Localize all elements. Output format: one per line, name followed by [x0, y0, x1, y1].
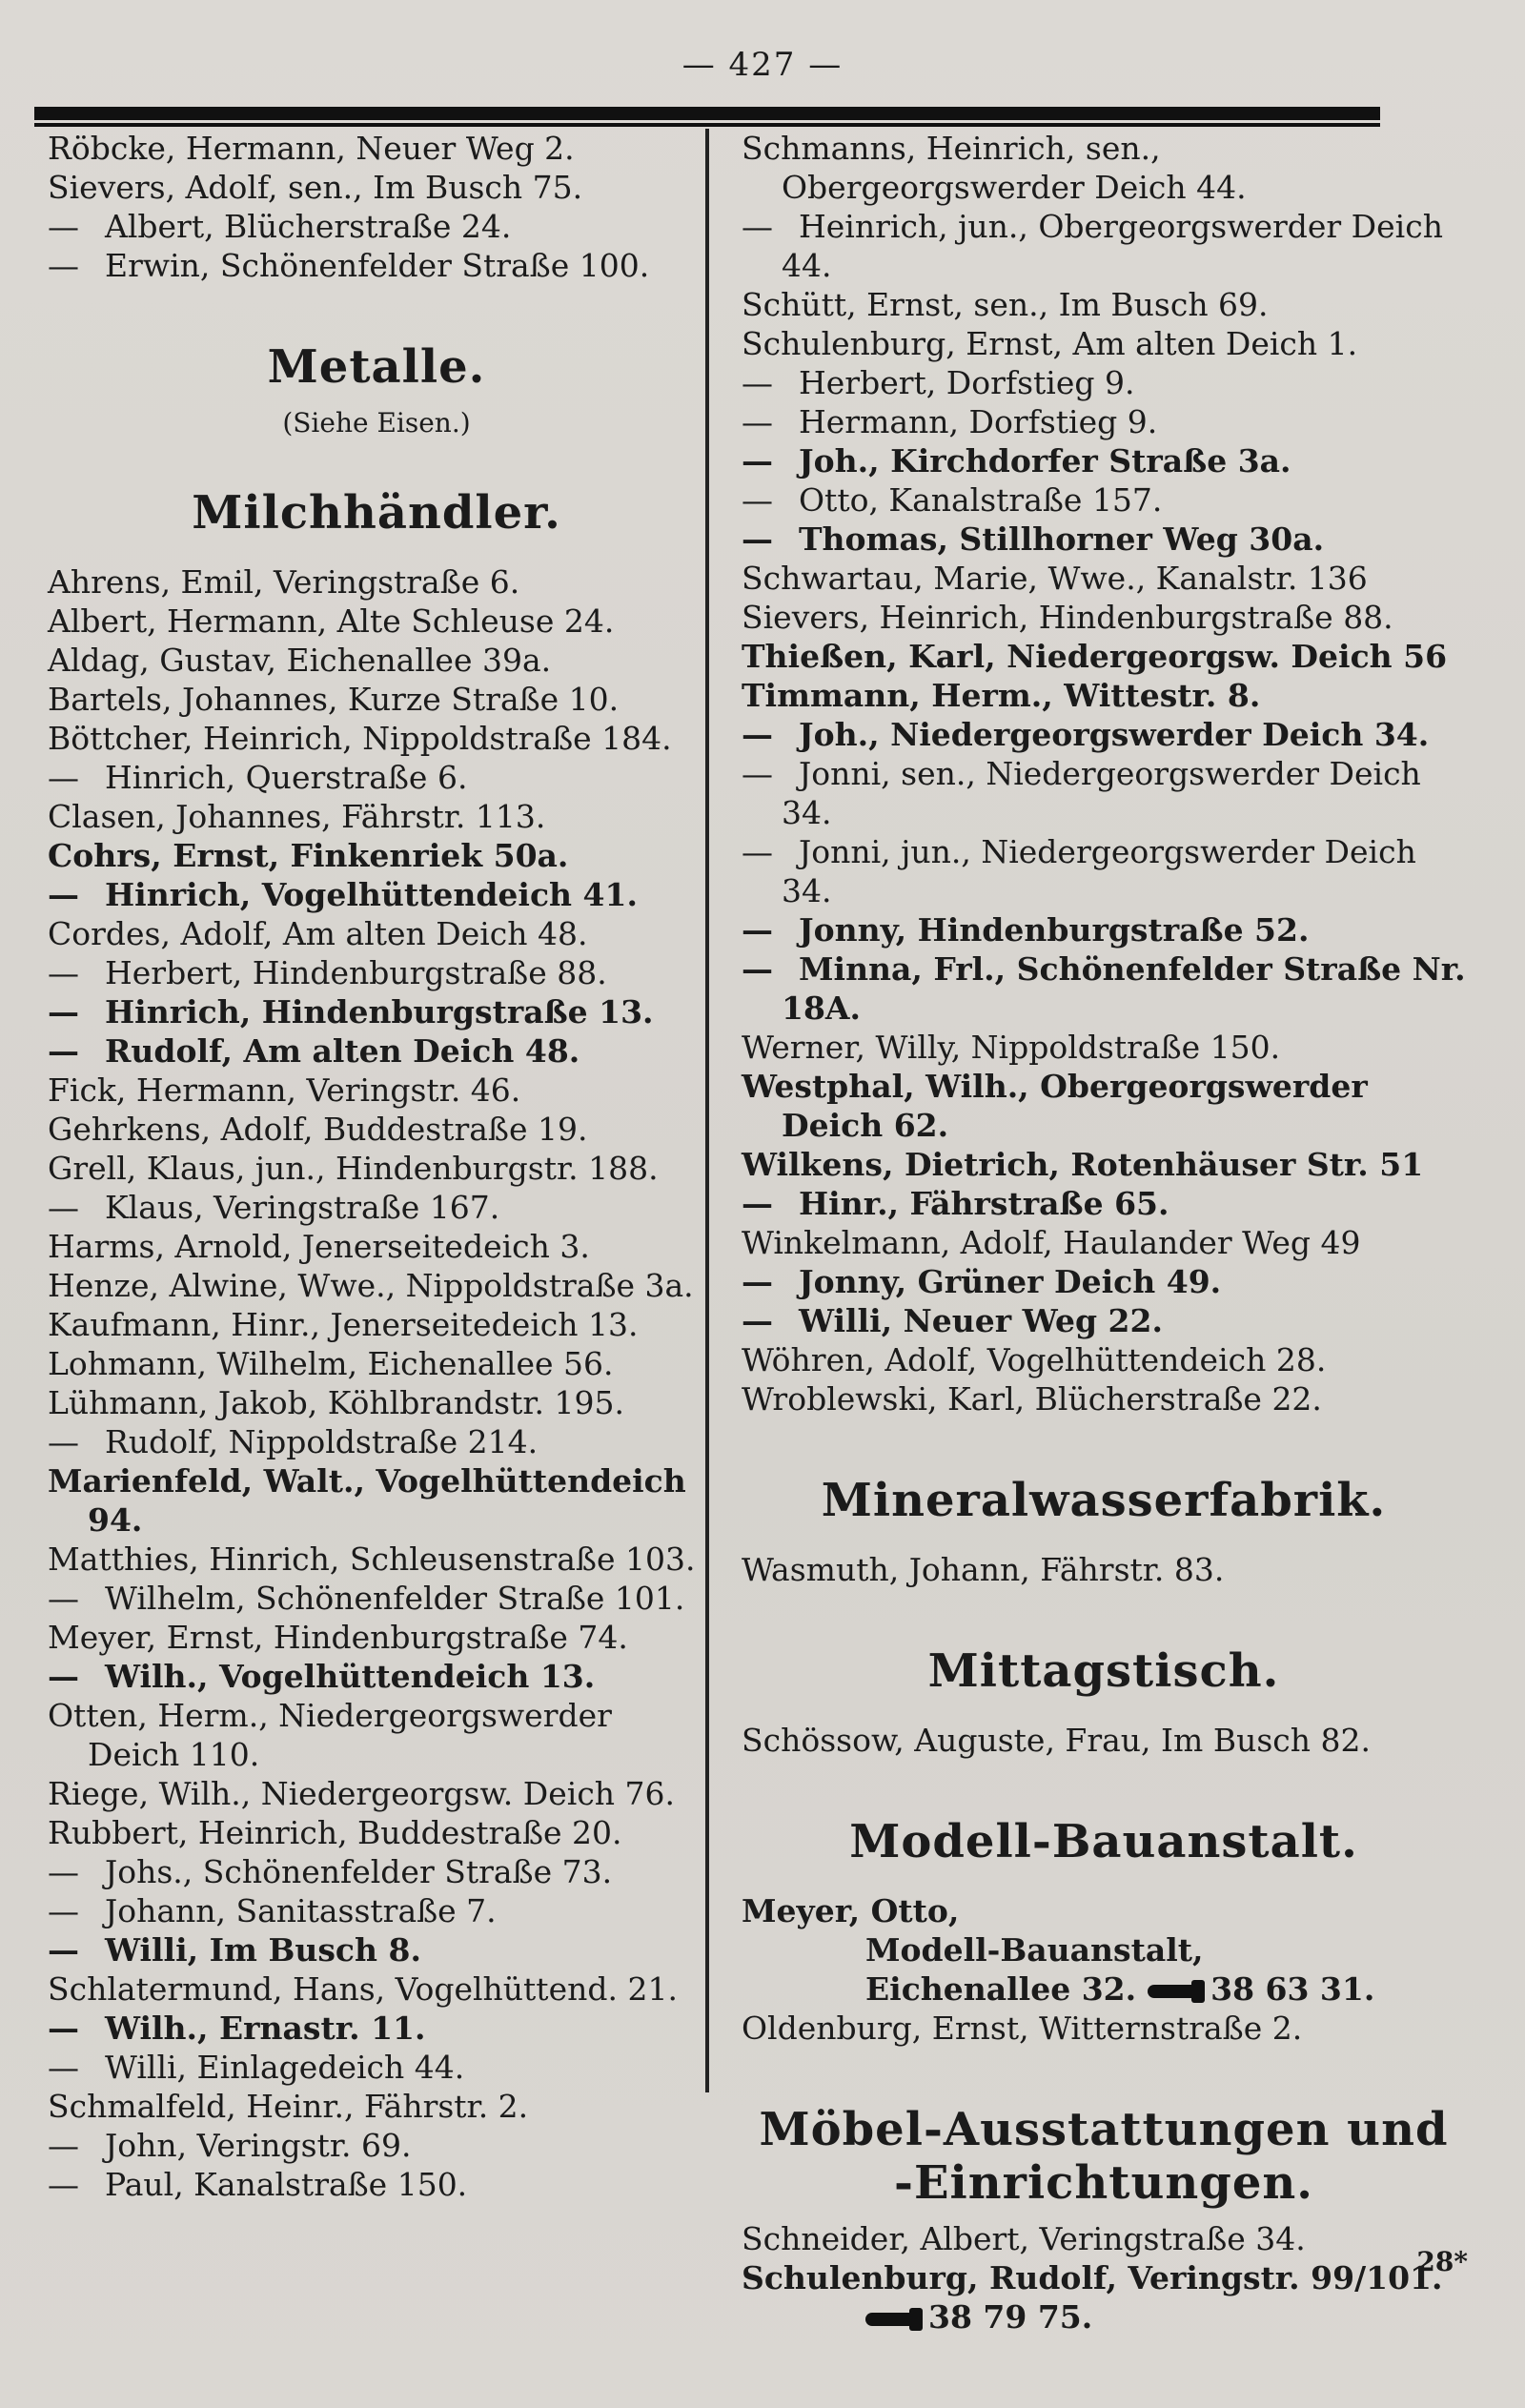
mittagstisch-list: [742, 1721, 1466, 1760]
repeat-dash: —: [742, 716, 773, 753]
entry-text: Wilkens, Dietrich, Rotenhäuser Str. 51: [742, 1146, 1424, 1183]
entry-text: Schütt, Ernst, sen., Im Busch 69.: [742, 286, 1269, 323]
repeat-dash: —: [48, 954, 79, 991]
list-item: [742, 910, 1466, 949]
repeat-dash: —: [48, 2049, 79, 2086]
repeat-dash: —: [48, 759, 79, 796]
repeat-dash: —: [48, 1931, 79, 1969]
top-rule: [34, 107, 1380, 120]
entry-text: Wasmuth, Johann, Fährstr. 83.: [742, 1551, 1225, 1588]
list-item: [48, 1344, 705, 1383]
entry-text: Bartels, Johannes, Kurze Straße 10.: [48, 681, 620, 718]
list-item: [48, 1930, 705, 1969]
advert-name: Meyer, Otto,: [742, 1892, 960, 1929]
entry-text: Kaufmann, Hinr., Jenerseitedeich 13.: [48, 1306, 639, 1343]
entry-text: Wroblewski, Karl, Blücherstraße 22.: [742, 1380, 1322, 1418]
entry-text: John, Veringstr. 69.: [105, 2127, 412, 2164]
list-item: [742, 1301, 1466, 1340]
repeat-dash: —: [48, 208, 79, 245]
phone-number: 38 79 75.: [928, 2298, 1093, 2336]
entry-text: Westphal, Wilh., Obergeorgswerder Deich 62.: [742, 1068, 1368, 1144]
list-item: [48, 1969, 705, 2009]
list-item: [742, 402, 1466, 441]
entry-text: Jonni, jun., Niedergeorgswerder Deich 34.: [782, 833, 1416, 909]
entry-text: Willi, Einlagedeich 44.: [105, 2049, 465, 2086]
left-column: [48, 129, 705, 2204]
list-item: [48, 1579, 705, 1618]
entry-text: Rudolf, Am alten Deich 48.: [105, 1032, 580, 1070]
entry-text: Jonny, Hindenburgstraße 52.: [799, 911, 1310, 949]
list-item: Schneider, Albert, Veringstraße 34.: [742, 2220, 1306, 2257]
list-item: [48, 2087, 705, 2126]
list-item: [742, 207, 1466, 285]
entry-text: Röbcke, Hermann, Neuer Weg 2.: [48, 130, 575, 167]
entry-text: Willi, Neuer Weg 22.: [799, 1302, 1163, 1339]
entry-text: Aldag, Gustav, Eichenallee 39a.: [48, 642, 552, 679]
list-item: [48, 1813, 705, 1852]
repeat-dash: —: [742, 442, 773, 480]
section-heading-modell-bauanstalt: Modell-Bauanstalt.: [849, 1815, 1358, 1868]
entry-text: Schwartau, Marie, Wwe., Kanalstr. 136: [742, 560, 1368, 597]
entry-text: Werner, Willy, Nippoldstraße 150.: [742, 1029, 1281, 1066]
list-item: [742, 559, 1466, 598]
list-item: [742, 754, 1466, 832]
list-item: [48, 129, 705, 168]
entry-text: Schmanns, Heinrich, sen., Obergeorgswerder Deich 44.: [742, 130, 1247, 206]
list-item: [48, 1774, 705, 1813]
repeat-dash: —: [48, 247, 79, 284]
list-item: [48, 602, 705, 641]
repeat-dash: —: [48, 1580, 79, 1617]
entry-text: Winkelmann, Adolf, Haulander Weg 49: [742, 1224, 1361, 1261]
list-item: [742, 1262, 1466, 1301]
list-item: [48, 758, 705, 797]
list-item: [742, 363, 1466, 402]
list-item: [48, 2165, 705, 2204]
entry-text: Thomas, Stillhorner Weg 30a.: [799, 520, 1325, 558]
list-item: [48, 1149, 705, 1188]
entry-text: Sievers, Heinrich, Hindenburgstraße 88.: [742, 599, 1393, 636]
entry-text: Harms, Arnold, Jenerseitedeich 3.: [48, 1228, 590, 1265]
list-item: [48, 1031, 705, 1071]
entry-text: Schulenburg, Ernst, Am alten Deich 1.: [742, 325, 1358, 362]
entry-text: Johs., Schönenfelder Straße 73.: [105, 1853, 613, 1890]
repeat-dash: —: [48, 1189, 79, 1226]
list-item: [48, 1110, 705, 1149]
list-item: [742, 1067, 1466, 1145]
right-intro-list: [742, 129, 1466, 1418]
list-item: [48, 2009, 705, 2048]
entry-text: Rubbert, Heinrich, Buddestraße 20.: [48, 1814, 622, 1851]
list-item: [48, 1305, 705, 1344]
column-divider: [705, 129, 709, 2092]
entry-text: Wilhelm, Schönenfelder Straße 101.: [105, 1580, 685, 1617]
list-item: [742, 1550, 1466, 1589]
list-item: [48, 1188, 705, 1227]
list-item: [48, 1383, 705, 1422]
entry-text: Meyer, Ernst, Hindenburgstraße 74.: [48, 1619, 628, 1656]
repeat-dash: —: [742, 755, 773, 792]
section-heading-milchhaendler: Milchhändler.: [192, 486, 561, 540]
repeat-dash: —: [48, 2010, 79, 2047]
list-item: [742, 129, 1466, 207]
list-item: [742, 1721, 1466, 1760]
entry-text: Ahrens, Emil, Veringstraße 6.: [48, 563, 520, 601]
advert-address: Eichenallee 32.: [865, 1970, 1137, 2008]
entry-text: Cordes, Adolf, Am alten Deich 48.: [48, 915, 588, 952]
right-column: [742, 129, 1466, 2337]
repeat-dash: —: [48, 1423, 79, 1460]
entry-text: Hinrich, Hindenburgstraße 13.: [105, 993, 654, 1031]
entry-text: Clasen, Johannes, Fährstr. 113.: [48, 798, 546, 835]
signature-mark: 28*: [1416, 2246, 1468, 2277]
entry-text: Herbert, Hindenburgstraße 88.: [105, 954, 607, 991]
entry-text: Thießen, Karl, Niedergeorgsw. Deich 56: [742, 638, 1448, 675]
list-item: [48, 246, 705, 285]
list-item: [742, 637, 1466, 676]
entry-text: Lühmann, Jakob, Köhlbrandstr. 195.: [48, 1384, 624, 1421]
list-item: [48, 2126, 705, 2165]
list-item: [48, 992, 705, 1031]
list-item: [742, 1145, 1466, 1184]
repeat-dash: —: [48, 1892, 79, 1929]
list-item: [742, 949, 1466, 1028]
list-item: [48, 953, 705, 992]
entry-text: Hinr., Fährstraße 65.: [799, 1185, 1169, 1222]
entry-text: Jonny, Grüner Deich 49.: [799, 1263, 1222, 1300]
list-item: [48, 641, 705, 680]
list-item: [742, 285, 1466, 324]
section-heading-moebel-line1: Möbel-Ausstattungen und: [759, 2103, 1449, 2156]
advert-phone: 38 63 31.: [1210, 1970, 1375, 2008]
entry-text: Marienfeld, Walt., Vogelhüttendeich 94.: [48, 1462, 686, 1539]
entry-text: Willi, Im Busch 8.: [105, 1931, 421, 1969]
entry-text: Cohrs, Ernst, Finkenriek 50a.: [48, 837, 569, 874]
entry-text: Erwin, Schönenfelder Straße 100.: [105, 247, 650, 284]
repeat-dash: —: [742, 911, 773, 949]
list-item: [48, 1657, 705, 1696]
entry-text: Hermann, Dorfstieg 9.: [799, 403, 1158, 440]
section-heading-moebel-line2: -Einrichtungen.: [894, 2156, 1313, 2210]
telephone-icon: [865, 2313, 917, 2326]
repeat-dash: —: [48, 993, 79, 1031]
list-item: [48, 1227, 705, 1266]
entry-text: Fick, Hermann, Veringstr. 46.: [48, 1071, 521, 1109]
list-item: [48, 1540, 705, 1579]
entry-text: Schössow, Auguste, Frau, Im Busch 82.: [742, 1722, 1371, 1759]
entry-text: Hinrich, Vogelhüttendeich 41.: [105, 876, 638, 913]
repeat-dash: —: [742, 364, 773, 401]
page-number: — 427 —: [681, 46, 844, 84]
entry-text: Klaus, Veringstraße 167.: [105, 1189, 500, 1226]
entry-text: Böttcher, Heinrich, Nippoldstraße 184.: [48, 720, 672, 757]
repeat-dash: —: [48, 1658, 79, 1695]
list-item: [48, 875, 705, 914]
list-item: [48, 168, 705, 207]
entry-text: Otto, Kanalstraße 157.: [799, 481, 1163, 519]
list-item: [742, 832, 1466, 910]
list-item: [48, 1266, 705, 1305]
left-intro-list: [48, 129, 705, 285]
list-item: [48, 207, 705, 246]
repeat-dash: —: [48, 876, 79, 913]
list-item: [48, 719, 705, 758]
entry-text: Timmann, Herm., Wittestr. 8.: [742, 677, 1261, 714]
entry-text: Albert, Blücherstraße 24.: [105, 208, 512, 245]
list-item: [742, 1028, 1466, 1067]
entry-text: Gehrkens, Adolf, Buddestraße 19.: [48, 1111, 588, 1148]
repeat-dash: —: [742, 208, 773, 245]
list-item: [742, 676, 1466, 715]
entry-text: Wilh., Vogelhüttendeich 13.: [105, 1658, 596, 1695]
repeat-dash: —: [742, 950, 773, 988]
entry-text: Matthies, Hinrich, Schleusenstraße 103.: [48, 1541, 696, 1578]
list-item: [742, 480, 1466, 520]
entry-text: Joh., Niedergeorgswerder Deich 34.: [799, 716, 1430, 753]
list-item: [742, 1340, 1466, 1379]
entry-text: Paul, Kanalstraße 150.: [105, 2166, 468, 2203]
entry-text: Albert, Hermann, Alte Schleuse 24.: [48, 602, 615, 640]
repeat-dash: —: [742, 403, 773, 440]
list-item: [48, 1461, 705, 1540]
section-heading-mineralwasserfabrik: Mineralwasserfabrik.: [821, 1474, 1387, 1527]
advert-business: Modell-Bauanstalt,: [865, 1931, 1204, 1969]
list-item: [742, 598, 1466, 637]
telephone-icon: [1148, 1985, 1199, 1998]
mineralwasserfabrik-list: [742, 1550, 1466, 1589]
list-item: [48, 1071, 705, 1110]
list-item: [48, 914, 705, 953]
repeat-dash: —: [742, 1185, 773, 1222]
list-item: [742, 324, 1466, 363]
entry-text: Johann, Sanitasstraße 7.: [105, 1892, 497, 1929]
entry-text: Riege, Wilh., Niedergeorgsw. Deich 76.: [48, 1775, 676, 1812]
section-heading-mittagstisch: Mittagstisch.: [927, 1644, 1280, 1698]
entry-text: Grell, Klaus, jun., Hindenburgstr. 188.: [48, 1150, 659, 1187]
list-item: [48, 1422, 705, 1461]
repeat-dash: —: [48, 2127, 79, 2164]
entry-text: Hinrich, Querstraße 6.: [105, 759, 468, 796]
entry-text: Otten, Herm., Niedergeorgswerder Deich 110.: [48, 1697, 612, 1773]
list-item: [48, 797, 705, 836]
entry-text: Heinrich, jun., Obergeorgswerder Deich 44.: [782, 208, 1443, 284]
repeat-dash: —: [48, 1032, 79, 1070]
entry-text: Henze, Alwine, Wwe., Nippoldstraße 3a.: [48, 1267, 694, 1304]
repeat-dash: —: [742, 520, 773, 558]
list-item: [742, 1184, 1466, 1223]
list-item: Oldenburg, Ernst, Witternstraße 2.: [742, 2010, 1303, 2047]
repeat-dash: —: [742, 1302, 773, 1339]
entry-text: Schlatermund, Hans, Vogelhüttend. 21.: [48, 1970, 678, 2008]
list-item: [742, 1379, 1466, 1418]
repeat-dash: —: [48, 1853, 79, 1890]
list-item: [48, 680, 705, 719]
phone-line: [742, 2297, 1466, 2337]
list-item: [48, 836, 705, 875]
repeat-dash: —: [48, 2166, 79, 2203]
list-item: [48, 1852, 705, 1891]
entry-text: Herbert, Dorfstieg 9.: [799, 364, 1135, 401]
entry-text: Lohmann, Wilhelm, Eichenallee 56.: [48, 1345, 614, 1382]
entry-text: Joh., Kirchdorfer Straße 3a.: [799, 442, 1291, 480]
entry-text: Sievers, Adolf, sen., Im Busch 75.: [48, 169, 583, 206]
entry-text: Wöhren, Adolf, Vogelhüttendeich 28.: [742, 1341, 1327, 1378]
entry-text: Rudolf, Nippoldstraße 214.: [105, 1423, 539, 1460]
list-item: Schulenburg, Rudolf, Veringstr. 99/101.: [742, 2259, 1443, 2296]
repeat-dash: —: [742, 481, 773, 519]
list-item: [742, 715, 1466, 754]
list-item: [742, 441, 1466, 480]
section-heading-metalle: Metalle.: [267, 340, 486, 394]
list-item: [48, 2048, 705, 2087]
entry-text: Schmalfeld, Heinr., Fährstr. 2.: [48, 2088, 529, 2125]
entry-text: Wilh., Ernastr. 11.: [105, 2010, 426, 2047]
list-item: [742, 520, 1466, 559]
section-note-metalle: (Siehe Eisen.): [282, 407, 471, 439]
repeat-dash: —: [742, 1263, 773, 1300]
entry-text: Jonni, sen., Niedergeorgswerder Deich 34.: [782, 755, 1421, 831]
milchhaendler-list: [48, 562, 705, 2204]
list-item: [48, 1891, 705, 1930]
advert-address-line: [742, 1969, 1466, 2009]
list-item: [48, 1696, 705, 1774]
list-item: [742, 1223, 1466, 1262]
list-item: [48, 562, 705, 602]
list-item: [48, 1618, 705, 1657]
entry-text: Minna, Frl., Schönenfelder Straße Nr. 18A.: [782, 950, 1466, 1027]
repeat-dash: —: [742, 833, 773, 870]
